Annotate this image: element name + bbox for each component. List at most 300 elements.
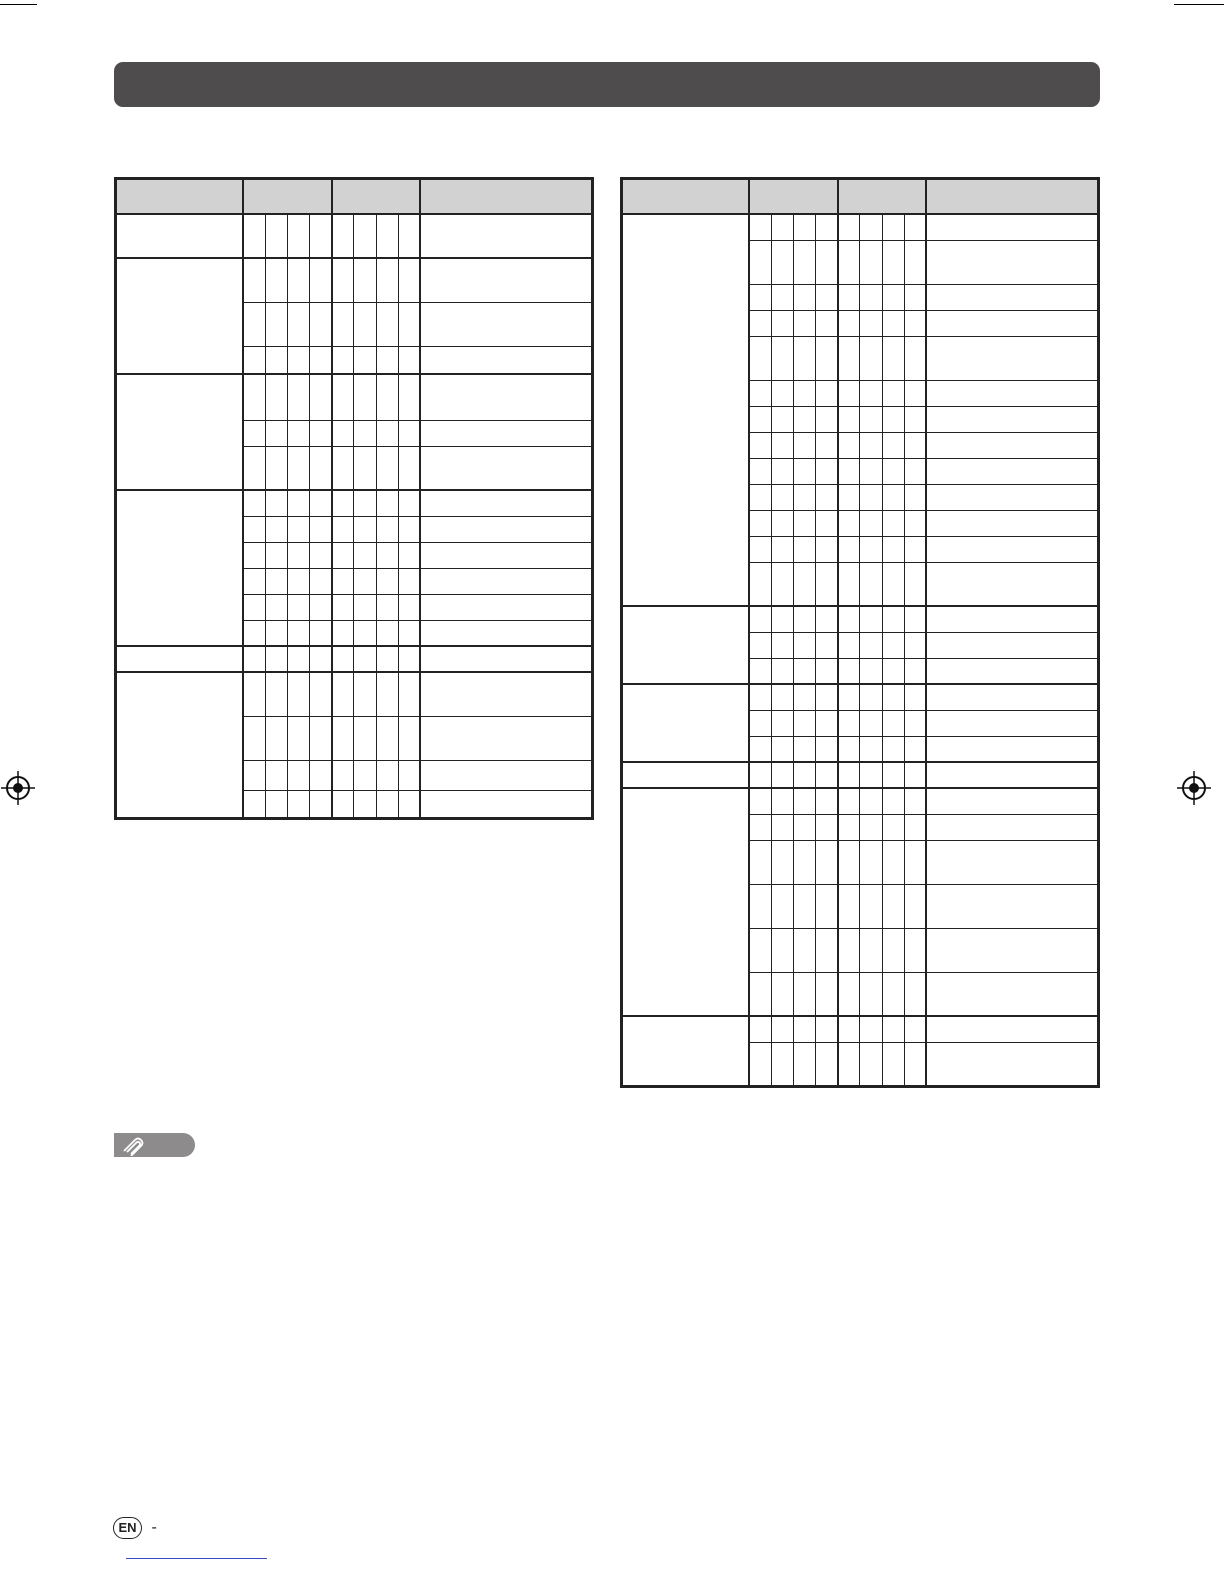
mark-cell (354, 542, 376, 568)
table-row (116, 374, 593, 420)
mark-cell (794, 458, 816, 484)
mark-cell (243, 594, 265, 620)
mark-cell (354, 672, 376, 716)
mark-cell (398, 594, 420, 620)
remarks-cell (926, 336, 1098, 380)
note-tab (114, 1133, 195, 1157)
mark-cell (288, 374, 310, 420)
mark-cell (332, 258, 354, 302)
mark-cell (749, 658, 771, 684)
mark-cell (771, 814, 793, 840)
remarks-cell (926, 606, 1098, 632)
mark-cell (904, 1016, 926, 1042)
mark-cell (398, 302, 420, 346)
mark-cell (904, 284, 926, 310)
mark-cell (771, 406, 793, 432)
mark-cell (838, 336, 860, 380)
mark-cell (860, 536, 882, 562)
mark-cell (310, 446, 332, 490)
mark-cell (265, 374, 287, 420)
mark-cell (794, 562, 816, 606)
mark-cell (794, 380, 816, 406)
mark-cell (265, 716, 287, 760)
mark-cell (398, 716, 420, 760)
row-group-label (116, 214, 244, 258)
mark-cell (904, 972, 926, 1016)
mark-cell (794, 684, 816, 710)
column-header (926, 179, 1098, 215)
column-header (749, 179, 838, 215)
mark-cell (398, 790, 420, 818)
crop-mark-tl (0, 4, 37, 5)
row-group-label (116, 672, 244, 818)
mark-cell (332, 374, 354, 420)
mark-cell (904, 840, 926, 884)
mark-cell (288, 446, 310, 490)
mark-cell (749, 762, 771, 788)
mark-cell (838, 684, 860, 710)
mark-cell (243, 490, 265, 516)
mark-cell (288, 542, 310, 568)
remarks-cell (420, 716, 592, 760)
remarks-cell (926, 788, 1098, 814)
mark-cell (794, 606, 816, 632)
mark-cell (771, 884, 793, 928)
mark-cell (882, 432, 904, 458)
mark-cell (816, 240, 838, 284)
remarks-cell (420, 490, 592, 516)
table-row (622, 684, 1099, 710)
mark-cell (882, 710, 904, 736)
mark-cell (816, 562, 838, 606)
mark-cell (332, 672, 354, 716)
table-header-row (622, 179, 1099, 215)
mark-cell (288, 594, 310, 620)
spec-table-left (114, 177, 594, 820)
mark-cell (376, 258, 398, 302)
mark-cell (749, 884, 771, 928)
mark-cell (860, 788, 882, 814)
row-group-label (622, 214, 750, 606)
mark-cell (354, 790, 376, 818)
mark-cell (310, 542, 332, 568)
mark-cell (332, 568, 354, 594)
mark-cell (332, 214, 354, 258)
mark-cell (376, 620, 398, 646)
mark-cell (904, 928, 926, 972)
remarks-cell (926, 814, 1098, 840)
table-row (116, 258, 593, 302)
mark-cell (354, 420, 376, 446)
mark-cell (243, 760, 265, 790)
remarks-cell (926, 484, 1098, 510)
mark-cell (816, 606, 838, 632)
mark-cell (354, 490, 376, 516)
remarks-cell (420, 258, 592, 302)
row-group-label (622, 762, 750, 788)
mark-cell (904, 240, 926, 284)
mark-cell (265, 672, 287, 716)
mark-cell (354, 446, 376, 490)
page-footer (113, 1517, 157, 1539)
mark-cell (376, 302, 398, 346)
mark-cell (265, 516, 287, 542)
remarks-cell (420, 302, 592, 346)
mark-cell (332, 542, 354, 568)
mark-cell (816, 658, 838, 684)
remarks-cell (926, 432, 1098, 458)
spec-table-right (620, 177, 1100, 1088)
mark-cell (376, 672, 398, 716)
mark-cell (904, 336, 926, 380)
mark-cell (794, 536, 816, 562)
mark-cell (749, 310, 771, 336)
mark-cell (904, 310, 926, 336)
mark-cell (771, 336, 793, 380)
mark-cell (838, 562, 860, 606)
table-row (622, 788, 1099, 814)
mark-cell (838, 928, 860, 972)
mark-cell (882, 536, 904, 562)
mark-cell (243, 516, 265, 542)
mark-cell (816, 484, 838, 510)
row-group-label (116, 258, 244, 374)
mark-cell (882, 788, 904, 814)
mark-cell (376, 646, 398, 672)
mark-cell (860, 840, 882, 884)
column-header (332, 179, 421, 215)
mark-cell (816, 284, 838, 310)
mark-cell (904, 884, 926, 928)
mark-cell (838, 380, 860, 406)
remarks-cell (926, 284, 1098, 310)
mark-cell (376, 594, 398, 620)
mark-cell (332, 302, 354, 346)
row-group-label (622, 606, 750, 684)
mark-cell (288, 568, 310, 594)
mark-cell (265, 490, 287, 516)
mark-cell (354, 516, 376, 542)
remarks-cell (926, 406, 1098, 432)
mark-cell (332, 446, 354, 490)
mark-cell (243, 542, 265, 568)
mark-cell (332, 790, 354, 818)
remarks-cell (926, 310, 1098, 336)
mark-cell (838, 840, 860, 884)
mark-cell (376, 420, 398, 446)
remarks-cell (420, 646, 592, 672)
remarks-cell (420, 516, 592, 542)
mark-cell (904, 710, 926, 736)
mark-cell (265, 760, 287, 790)
mark-cell (288, 302, 310, 346)
mark-cell (860, 1016, 882, 1042)
mark-cell (771, 788, 793, 814)
mark-cell (882, 510, 904, 536)
mark-cell (838, 510, 860, 536)
mark-cell (310, 594, 332, 620)
mark-cell (882, 814, 904, 840)
mark-cell (904, 562, 926, 606)
mark-cell (243, 258, 265, 302)
mark-cell (882, 840, 904, 884)
mark-cell (860, 684, 882, 710)
mark-cell (398, 620, 420, 646)
mark-cell (838, 736, 860, 762)
mark-cell (243, 620, 265, 646)
mark-cell (749, 214, 771, 240)
mark-cell (398, 446, 420, 490)
mark-cell (771, 536, 793, 562)
mark-cell (265, 214, 287, 258)
mark-cell (838, 788, 860, 814)
mark-cell (860, 710, 882, 736)
remarks-cell (420, 346, 592, 374)
mark-cell (838, 1042, 860, 1086)
mark-cell (860, 884, 882, 928)
remarks-cell (420, 672, 592, 716)
mark-cell (771, 1016, 793, 1042)
remarks-cell (926, 710, 1098, 736)
row-group-label (116, 490, 244, 646)
mark-cell (354, 302, 376, 346)
remarks-cell (926, 632, 1098, 658)
mark-cell (398, 672, 420, 716)
mark-cell (794, 736, 816, 762)
remarks-cell (926, 562, 1098, 606)
mark-cell (816, 380, 838, 406)
table-header-row (116, 179, 593, 215)
mark-cell (860, 310, 882, 336)
mark-cell (794, 884, 816, 928)
mark-cell (860, 736, 882, 762)
mark-cell (860, 432, 882, 458)
mark-cell (265, 542, 287, 568)
mark-cell (904, 606, 926, 632)
mark-cell (882, 1016, 904, 1042)
mark-cell (376, 716, 398, 760)
mark-cell (860, 406, 882, 432)
mark-cell (749, 380, 771, 406)
mark-cell (332, 620, 354, 646)
mark-cell (398, 490, 420, 516)
mark-cell (398, 516, 420, 542)
mark-cell (860, 484, 882, 510)
mark-cell (882, 684, 904, 710)
mark-cell (860, 928, 882, 972)
mark-cell (794, 214, 816, 240)
mark-cell (310, 302, 332, 346)
mark-cell (794, 928, 816, 972)
column-header (116, 179, 244, 215)
mark-cell (816, 1016, 838, 1042)
table-row (116, 672, 593, 716)
mark-cell (794, 432, 816, 458)
mark-cell (794, 972, 816, 1016)
mark-cell (838, 710, 860, 736)
mark-cell (794, 632, 816, 658)
mark-cell (310, 568, 332, 594)
column-header (243, 179, 332, 215)
mark-cell (771, 606, 793, 632)
mark-cell (749, 840, 771, 884)
mark-cell (882, 284, 904, 310)
mark-cell (749, 928, 771, 972)
remarks-cell (926, 1042, 1098, 1086)
mark-cell (794, 1016, 816, 1042)
remarks-cell (926, 458, 1098, 484)
remarks-cell (926, 684, 1098, 710)
mark-cell (771, 380, 793, 406)
mark-cell (310, 672, 332, 716)
mark-cell (794, 788, 816, 814)
mark-cell (816, 840, 838, 884)
mark-cell (882, 458, 904, 484)
remarks-cell (926, 240, 1098, 284)
remarks-cell (926, 1016, 1098, 1042)
mark-cell (243, 790, 265, 818)
mark-cell (904, 214, 926, 240)
mark-cell (838, 814, 860, 840)
mark-cell (838, 606, 860, 632)
mark-cell (794, 658, 816, 684)
mark-cell (288, 420, 310, 446)
mark-cell (816, 510, 838, 536)
mark-cell (265, 346, 287, 374)
mark-cell (838, 1016, 860, 1042)
mark-cell (243, 646, 265, 672)
mark-cell (860, 380, 882, 406)
mark-cell (771, 1042, 793, 1086)
mark-cell (816, 684, 838, 710)
mark-cell (904, 510, 926, 536)
mark-cell (310, 620, 332, 646)
remarks-cell (420, 568, 592, 594)
mark-cell (816, 972, 838, 1016)
mark-cell (882, 884, 904, 928)
mark-cell (904, 458, 926, 484)
mark-cell (398, 760, 420, 790)
mark-cell (398, 346, 420, 374)
mark-cell (838, 458, 860, 484)
mark-cell (860, 606, 882, 632)
mark-cell (354, 716, 376, 760)
mark-cell (882, 310, 904, 336)
mark-cell (794, 814, 816, 840)
remarks-cell (420, 214, 592, 258)
mark-cell (771, 484, 793, 510)
mark-cell (860, 972, 882, 1016)
mark-cell (288, 346, 310, 374)
crop-mark-tr (1174, 4, 1224, 5)
table-row (622, 762, 1099, 788)
mark-cell (332, 420, 354, 446)
mark-cell (794, 284, 816, 310)
page-number-separator: - (151, 1519, 157, 1536)
row-group-label (622, 1016, 750, 1086)
mark-cell (904, 536, 926, 562)
mark-cell (310, 516, 332, 542)
mark-cell (749, 336, 771, 380)
mark-cell (771, 458, 793, 484)
mark-cell (816, 736, 838, 762)
remarks-cell (420, 446, 592, 490)
mark-cell (354, 620, 376, 646)
mark-cell (860, 458, 882, 484)
mark-cell (332, 646, 354, 672)
mark-cell (860, 632, 882, 658)
mark-cell (243, 346, 265, 374)
mark-cell (794, 710, 816, 736)
mark-cell (838, 972, 860, 1016)
mark-cell (882, 658, 904, 684)
mark-cell (771, 736, 793, 762)
mark-cell (882, 336, 904, 380)
mark-cell (354, 594, 376, 620)
mark-cell (816, 710, 838, 736)
mark-cell (816, 536, 838, 562)
mark-cell (771, 310, 793, 336)
mark-cell (904, 788, 926, 814)
mark-cell (771, 972, 793, 1016)
mark-cell (288, 790, 310, 818)
mark-cell (243, 568, 265, 594)
mark-cell (288, 620, 310, 646)
mark-cell (265, 790, 287, 818)
mark-cell (882, 484, 904, 510)
mark-cell (376, 542, 398, 568)
mark-cell (838, 284, 860, 310)
mark-cell (904, 814, 926, 840)
remarks-cell (926, 972, 1098, 1016)
mark-cell (749, 458, 771, 484)
mark-cell (332, 516, 354, 542)
mark-cell (816, 336, 838, 380)
mark-cell (265, 302, 287, 346)
mark-cell (749, 606, 771, 632)
mark-cell (838, 240, 860, 284)
mark-cell (771, 684, 793, 710)
mark-cell (265, 258, 287, 302)
remarks-cell (926, 380, 1098, 406)
mark-cell (816, 632, 838, 658)
registration-mark-right (1177, 771, 1211, 805)
mark-cell (860, 814, 882, 840)
mark-cell (310, 716, 332, 760)
mark-cell (838, 536, 860, 562)
mark-cell (794, 510, 816, 536)
mark-cell (354, 258, 376, 302)
mark-cell (838, 762, 860, 788)
mark-cell (398, 258, 420, 302)
mark-cell (332, 716, 354, 760)
mark-cell (398, 542, 420, 568)
mark-cell (860, 214, 882, 240)
mark-cell (816, 310, 838, 336)
remarks-cell (926, 928, 1098, 972)
mark-cell (310, 258, 332, 302)
mark-cell (265, 420, 287, 446)
mark-cell (838, 884, 860, 928)
mark-cell (904, 658, 926, 684)
mark-cell (771, 928, 793, 972)
mark-cell (243, 446, 265, 490)
column-header (622, 179, 750, 215)
mark-cell (310, 646, 332, 672)
remarks-cell (926, 840, 1098, 884)
mark-cell (749, 710, 771, 736)
mark-cell (816, 762, 838, 788)
